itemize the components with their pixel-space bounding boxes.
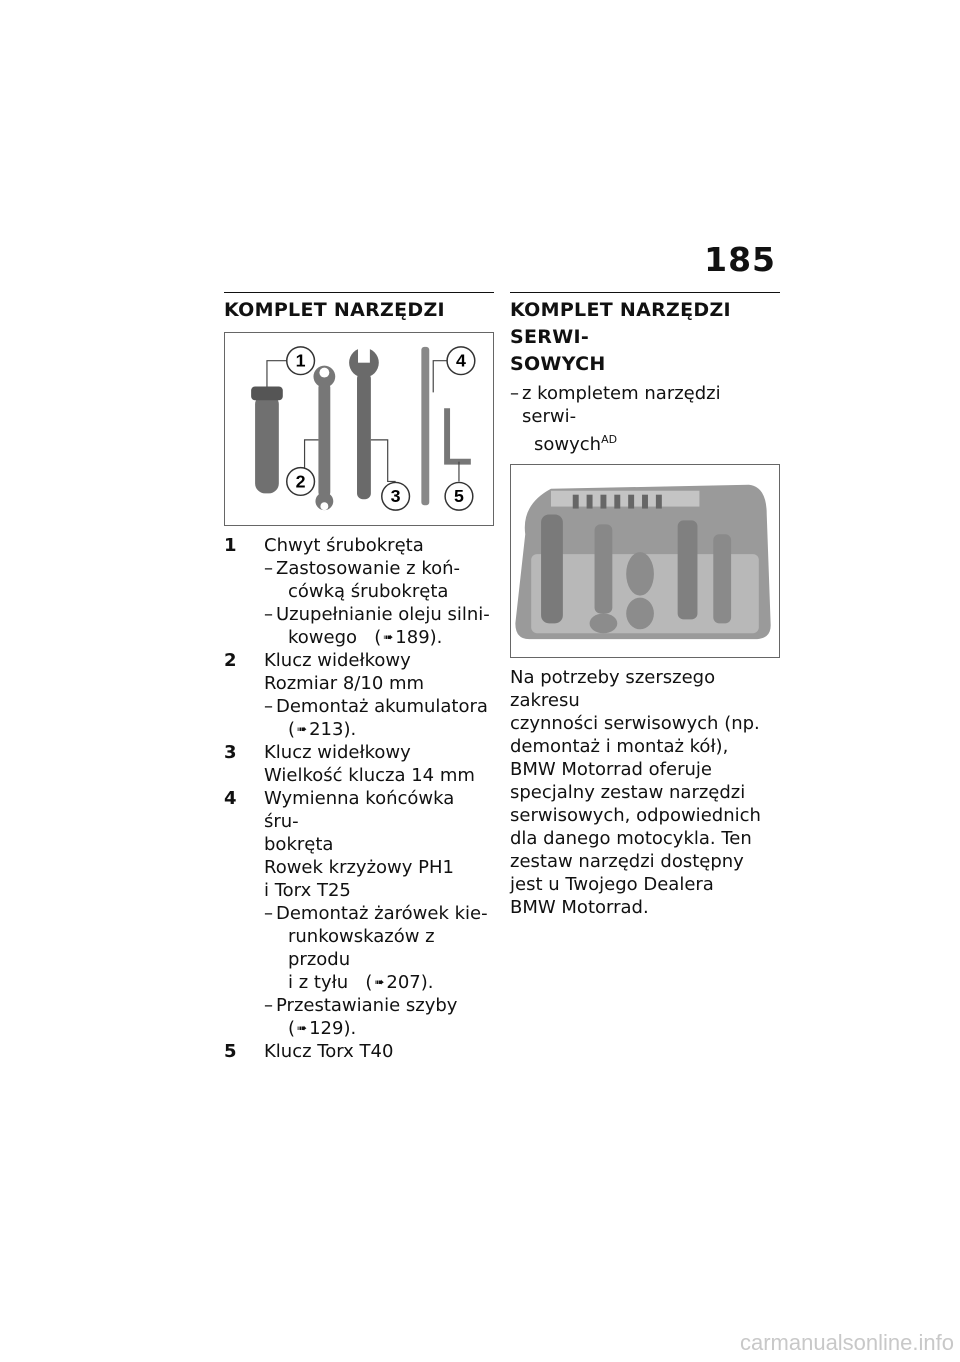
service-kit-description: Na potrzeby szerszego zakresu czynności serwisowych (np. demontaż i montaż kół), BMW Motorrad oferuje specjalny zestaw narzędzi serwisowych, odpowiednich dla danego motocykla. Ten zestaw narzędzi dostępny jest u Twojego Dealera BMW Motorrad. xyxy=(510,667,761,918)
sub-item: – Zastosowanie z koń- cówką śrubokręta xyxy=(264,558,461,602)
sub-item: – Przestawianie szyby ( ➠ 129). xyxy=(264,995,458,1039)
list-item: 5 Klucz Torx T40 xyxy=(224,1041,394,1062)
arrow-right-icon[interactable]: ➠ xyxy=(297,722,308,736)
screwdriver-bit-shape xyxy=(421,347,429,505)
service-kit-illustration xyxy=(511,465,779,657)
toolkit-illustration xyxy=(225,333,493,525)
page-reference-link[interactable]: 189 xyxy=(395,627,430,648)
wrench-small-shape xyxy=(318,382,330,497)
figure-label-1: 1 xyxy=(295,350,306,371)
figure-label-2: 2 xyxy=(295,471,306,492)
watermark: carmanualsonline.info xyxy=(739,1330,954,1355)
torx-key-shape xyxy=(447,408,471,461)
list-item: 1 Chwyt śrubokręta xyxy=(224,535,424,556)
arrow-right-icon[interactable]: ➠ xyxy=(383,630,394,644)
tool-shape xyxy=(595,524,613,613)
page-reference-link[interactable]: 213 xyxy=(309,719,344,740)
service-kit-figure xyxy=(510,464,780,658)
handle-cap-shape xyxy=(251,386,283,400)
figure-label-3: 3 xyxy=(390,486,401,507)
section-rule xyxy=(224,292,494,293)
tool-list xyxy=(224,534,494,1063)
left-column xyxy=(224,292,494,1063)
section-rule xyxy=(510,292,780,293)
list-item: 3 Klucz widełkowy Wielkość klucza 14 mm xyxy=(224,742,475,786)
screwdriver-handle-shape xyxy=(255,394,279,493)
toolkit-figure xyxy=(224,332,494,526)
sub-item: – Demontaż akumulatora ( ➠ 213). xyxy=(264,696,488,740)
arrow-right-icon[interactable]: ➠ xyxy=(374,975,385,989)
wrench-large-shape xyxy=(357,373,371,500)
sub-item: – Uzupełnianie oleju silni- kowego ( ➠ 189). xyxy=(264,604,490,648)
figure-label-5: 5 xyxy=(454,486,464,507)
availability-note: – z kompletem narzędzi serwi- sowych$^{AD}$ xyxy=(510,383,721,455)
right-column xyxy=(510,292,780,919)
page-reference-link[interactable]: 207 xyxy=(386,972,421,993)
page-number: 185 xyxy=(704,240,776,279)
arrow-right-icon[interactable]: ➠ xyxy=(297,1021,308,1035)
footnote-marker: AD xyxy=(601,433,618,446)
section-heading: KOMPLET NARZĘDZI xyxy=(224,299,445,321)
tool-shape xyxy=(541,514,563,623)
tool-shape xyxy=(713,534,731,623)
section-heading: KOMPLET NARZĘDZI SERWI- SOWYCH xyxy=(510,299,731,375)
list-item: 4 Wymienna końcówka śru- bokręta Rowek krzyżowy PH1 i Torx T25 xyxy=(224,788,455,901)
figure-label-4: 4 xyxy=(455,350,466,371)
sub-item: – Demontaż żarówek kie- runkowskazów z przodu i z tyłu ( ➠ 207). xyxy=(264,903,488,993)
page-reference-link[interactable]: 129 xyxy=(309,1018,344,1039)
list-item: 2 Klucz widełkowy Rozmiar 8/10 mm xyxy=(224,650,425,694)
tool-shape xyxy=(678,520,698,619)
